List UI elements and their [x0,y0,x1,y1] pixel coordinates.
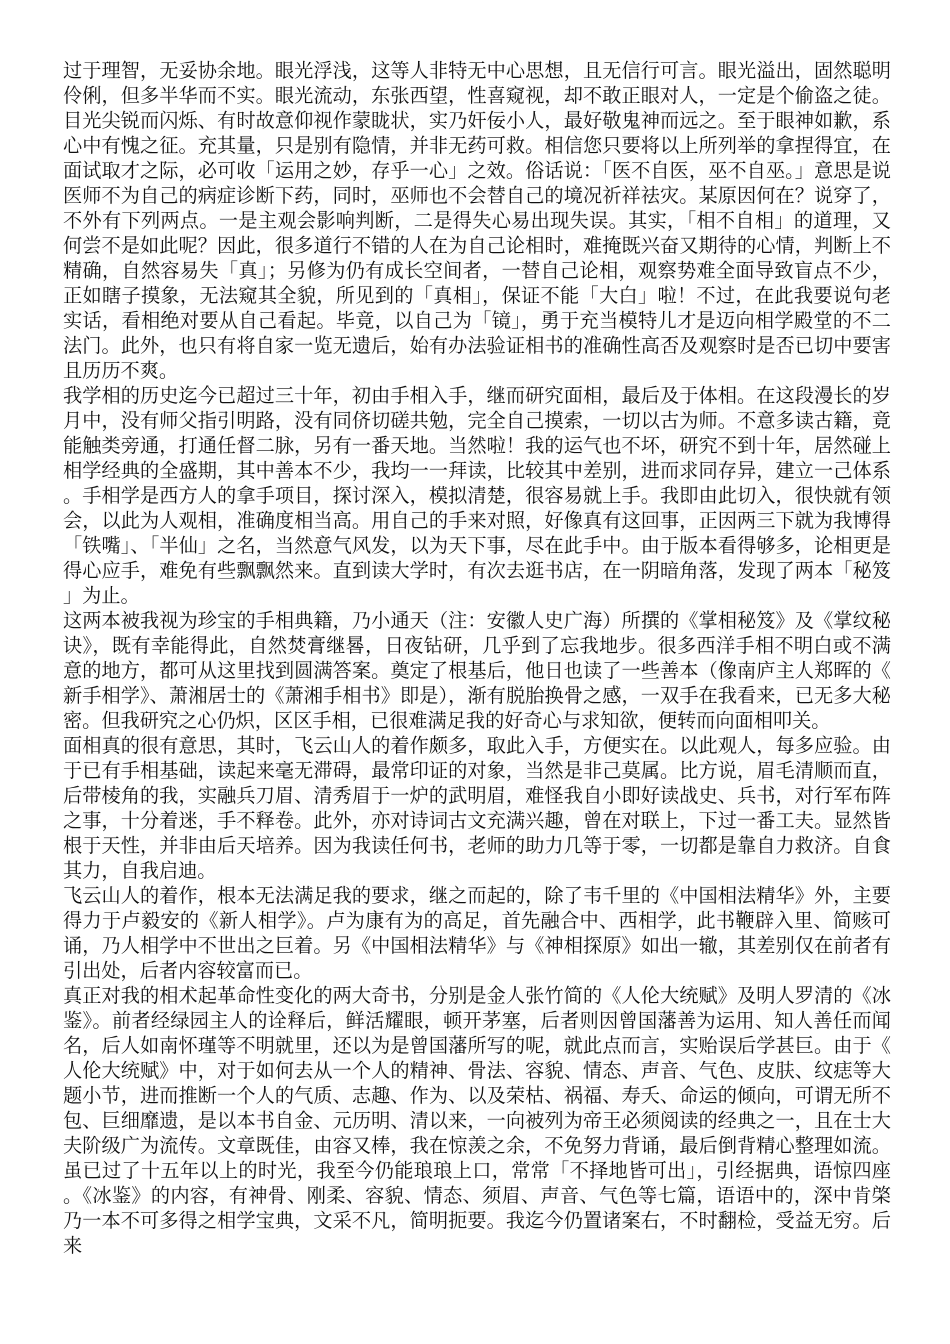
paragraph-1: 过于理智，无妥协余地。眼光浮浅，这等人非特无中心思想，且无信行可言。眼光溢出，固然聪明伶俐，但多半华而不实。眼光流动，东张西望，性喜窥视，却不敢正眼对人，一定是个偷盗之徒。目光尖锐而闪烁、有时故意仰视作蒙眬状，实乃奸佞小人，最好敬鬼神而远之。至于眼神如歉，系心中有愧之征。充其量，只是别有隐情，并非无药可救。相信您只要将以上所列举的拿捏得宜，在面试取才之际，必可收「运用之妙，存乎一心」之效。俗话说：「医不自医，巫不自巫。」意思是说医师不为自己的病症诊断下药，同时，巫师也不会替自己的境况祈祥祛灾。某原因何在？说穿了，不外有下列两点。一是主观会影响判断，二是得失心易出现失误。其实，「相不自相」的道理，又何尝不是如此呢？因此，很多道行不错的人在为自己论相时，难掩既兴奋又期待的心情，判断上不精确，自然容易失「真」；另修为仍有成长空间者，一替自己论相，观察势难全面导致盲点不少，正如瞎子摸象，无法窥其全貌，所见到的「真相」，保证不能「大白」啦！不过，在此我要说句老实话，看相绝对要从自己看起。毕竟，以自己为「镜」，勇于充当模特儿才是迈向相学殿堂的不二法门。此外，也只有将自家一览无遗后，始有办法验证相书的准确性高否及观察时是否已切中要害且历历不爽。 [63,59,891,382]
paragraph-6: 真正对我的相术起革命性变化的两大奇书，分别是金人张竹简的《人伦大统赋》及明人罗清的《冰鉴》。前者经绿园主人的诠释后，鲜活耀眼，顿开茅塞，后者则因曾国藩善为运用、知人善任而闻名，后人如南怀瑾等不明就里，还以为是曾国藩所写的呢，就此点而言，实贻误后学甚巨。由于《人伦大统赋》中，对于如何去从一个人的精神、骨法、容貌、情态、声音、气色、皮肤、纹痣等大题小节，进而推断一个人的气质、志趣、作为、以及荣枯、祸福、寿夭、命运的倾向，可谓无所不包、巨细靡遗，是以本书自金、元历明、清以来，一向被列为帝王必须阅读的经典之一，且在士大夫阶级广为流传。文章既佳，由容又棒，我在惊羡之余，不免努力背诵，最后倒背精心整理如流。虽已过了十五年以上的时光，我至今仍能琅琅上口，常常「不择地皆可出」，引经据典，语惊四座。《冰鉴》的内容，有神骨、刚柔、容貌、情态、须眉、声音、气色等七篇，语语中的，深中肯棨乃一本不可多得之相学宝典，文采不凡，简明扼要。我迄今仍置诸案右，不时翻检，受益无穷。后来 [63,984,891,1257]
document-page [63,58,891,1258]
paragraph-4: 面相真的很有意思，其时，飞云山人的着作颇多，取此入手，方便实在。以此观人，每多应验。由于已有手相基础，读起来毫无滞碍，最常印证的对象，当然是非己莫属。比方说，眉毛清顺而直，后带棱角的我，实融兵刀眉、清秀眉于一炉的武明眉，难怪我自小即好读战史、兵书，对行军布阵之事，十分着迷，手不释卷。此外，亦对诗词古文充满兴趣，曾在对联上，下过一番工夫。显然皆根于天性，并非由后天培养。因为我读任何书，老师的助力几等于零，一切都是靠自力救济。自食其力，自我启迪。 [63,734,891,882]
paragraph-3: 这两本被我视为珍宝的手相典籍，乃小通天（注：安徽人史广海）所撰的《掌相秘笈》及《掌纹秘诀》，既有幸能得此，自然焚膏继晷，日夜钻研，几乎到了忘我地步。很多西洋手相不明白或不满意的地方，都可从这里找到圆满答案。奠定了根基后，他日也读了一些善本（像南庐主人郑晖的《新手相学》、萧湘居士的《萧湘手相书》即是），渐有脱胎换骨之感，一双手在我看来，已无多大秘密。但我研究之心仍炽，区区手相，已很难满足我的好奇心与求知欲，便转而向面相叩关。 [63,609,891,732]
paragraph-2: 我学相的历史迄今已超过三十年，初由手相入手，继而研究面相，最后及于体相。在这段漫长的岁月中，没有师父指引明路，没有同侪切磋共勉，完全自己摸索，一切以古为师。不意多读古籍，竟能触类旁通，打通任督二脉，另有一番天地。当然啦！我的运气也不坏，研究不到十年，居然碰上相学经典的全盛期，其中善本不少，我均一一拜读，比较其中差别，进而求同存异，建立一己体系。手相学是西方人的拿手项目，探讨深入，模拟清楚，很容易就上手。我即由此切入，很快就有领会，以此为人观相，准确度相当高。用自己的手来对照，好像真有这回事，正因两三下就为我博得「铁嘴」、「半仙」之名，当然意气风发，以为天下事，尽在此手中。由于版本看得够多，论相更是得心应手，难免有些飘飘然来。直到读大学时，有次去逛书店，在一阴暗角落，发现了两本「秘笈」为止。 [63,384,891,607]
paragraph-5: 飞云山人的着作，根本无法满足我的要求，继之而起的，除了韦千里的《中国相法精华》外，主要得力于卢毅安的《新人相学》。卢为康有为的高足，首先融合中、西相学，此书鞭辟入里、简赅可诵，乃人相学中不世出之巨着。另《中国相法精华》与《神相探原》如出一辙，其差别仅在前者有引出处，后者内容较富而已。 [63,884,891,982]
